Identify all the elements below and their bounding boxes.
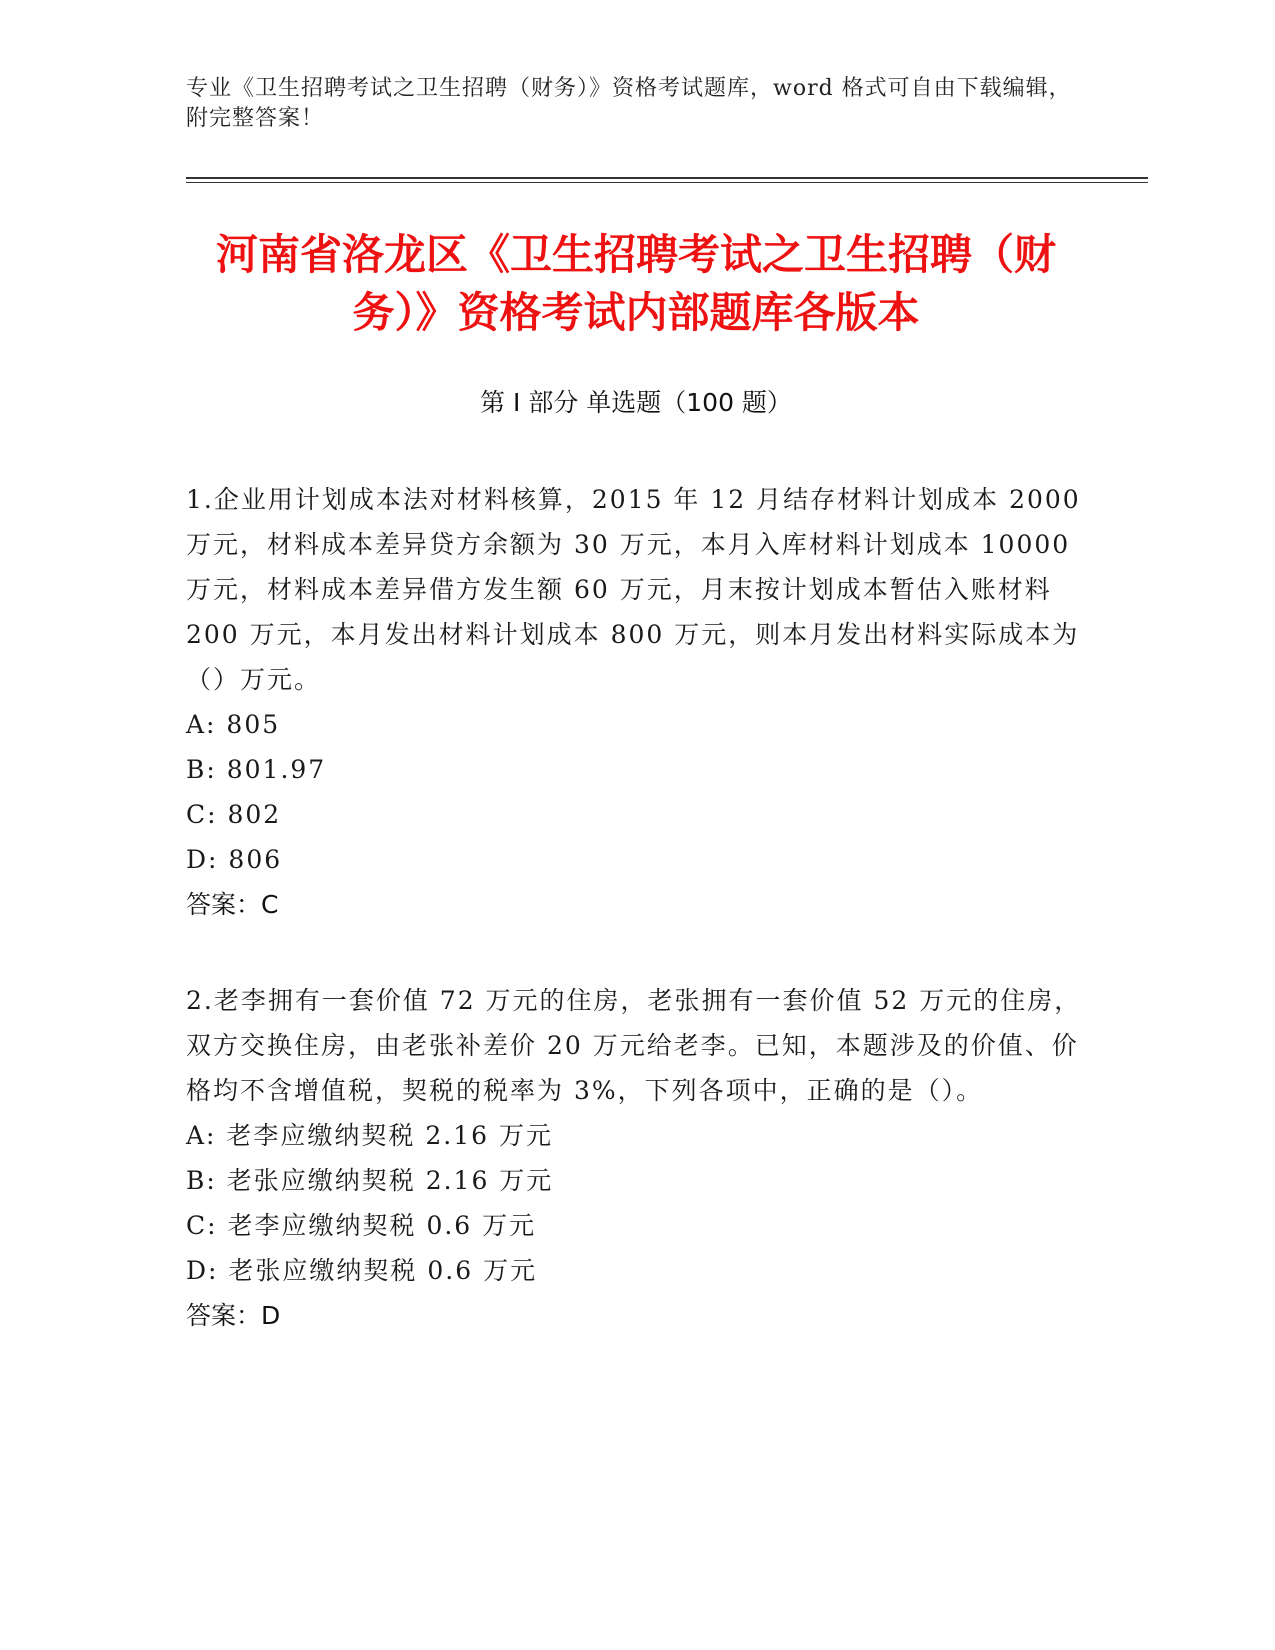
header-divider-thin — [186, 182, 1148, 183]
question-1 — [186, 477, 1086, 927]
question-stem: 2.老李拥有一套价值 72 万元的住房，老张拥有一套价值 52 万元的住房，双方交换住房，由老张补差价 20 万元给老李。已知，本题涉及的价值、价格均不含增值税，契税的税率为 3%，下列各项中，正确的是（）。 — [186, 986, 1082, 1105]
header-note: 专业《卫生招聘考试之卫生招聘（财务）》资格考试题库，word 格式可自由下载编辑，附完整答案！ — [186, 76, 1072, 131]
answer: 答案：C — [186, 890, 279, 919]
option-b: B: 801.97 — [186, 755, 327, 784]
section-heading: 第 I 部分 单选题（100 题） — [480, 388, 792, 417]
option-a: A: 805 — [186, 710, 281, 739]
option-b: B: 老张应缴纳契税 2.16 万元 — [186, 1166, 554, 1195]
header-divider-thick — [186, 177, 1148, 179]
option-c: C: 老李应缴纳契税 0.6 万元 — [186, 1211, 537, 1240]
option-a: A: 老李应缴纳契税 2.16 万元 — [186, 1121, 553, 1150]
question-stem: 1.企业用计划成本法对材料核算，2015 年 12 月结存材料计划成本 2000 万元，材料成本差异贷方余额为 30 万元，本月入库材料计划成本 10000 万元，材料成本差异借方发生额 60 万元，月末按计划成本暂估入账材料 200 万元，本月发出材料计划成本 800 万元，则本月发出材料实际成本为（）万元。 — [186, 485, 1081, 694]
option-d: D: 806 — [186, 845, 283, 874]
option-c: C: 802 — [186, 800, 282, 829]
document-title: 河南省洛龙区《卫生招聘考试之卫生招聘（财务）》资格考试内部题库各版本 — [215, 230, 1056, 337]
question-2 — [186, 978, 1086, 1338]
option-d: D: 老张应缴纳契税 0.6 万元 — [186, 1256, 538, 1285]
answer: 答案：D — [186, 1301, 281, 1330]
